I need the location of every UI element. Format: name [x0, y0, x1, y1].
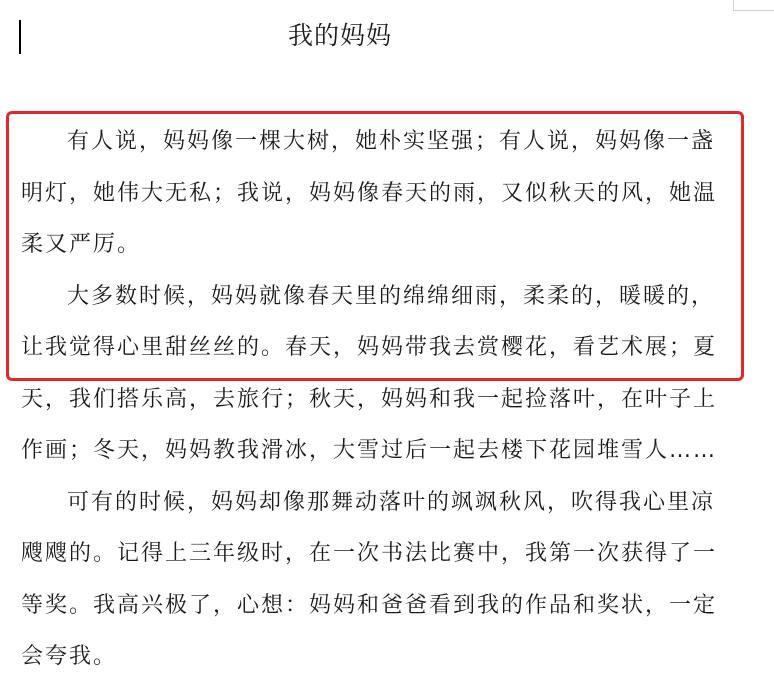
paragraph-1: 有人说，妈妈像一棵大树，她朴实坚强；有人说，妈妈像一盏明灯，她伟大无私；我说，妈妈像春天的雨，又似秋天的风，她温柔又严厉。	[21, 129, 718, 257]
paragraph-2: 大多数时候，妈妈就像春天里的绵绵细雨，柔柔的，暖暖的，让我觉得心里甜丝丝的。春天，妈妈带我去赏樱花，看艺术展；夏天，我们搭乐高，去旅行；秋天，妈妈和我一起捡落叶，在叶子上作画；冬天，妈妈教我滑冰，大雪过后一起去楼下花园堆雪人……	[21, 283, 718, 463]
document-body[interactable]	[21, 116, 726, 683]
text-cursor	[19, 20, 21, 54]
paragraph-3: 可有的时候，妈妈却像那舞动落叶的飒飒秋风，吹得我心里凉飕飕的。记得上三年级时，在一次书法比赛中，我第一次获得了一等奖。我高兴极了，心想：妈妈和爸爸看到我的作品和奖状，一定会夸我。	[21, 489, 718, 669]
document-title: 我的妈妈	[287, 21, 392, 50]
page-corner-edge	[733, 0, 774, 11]
